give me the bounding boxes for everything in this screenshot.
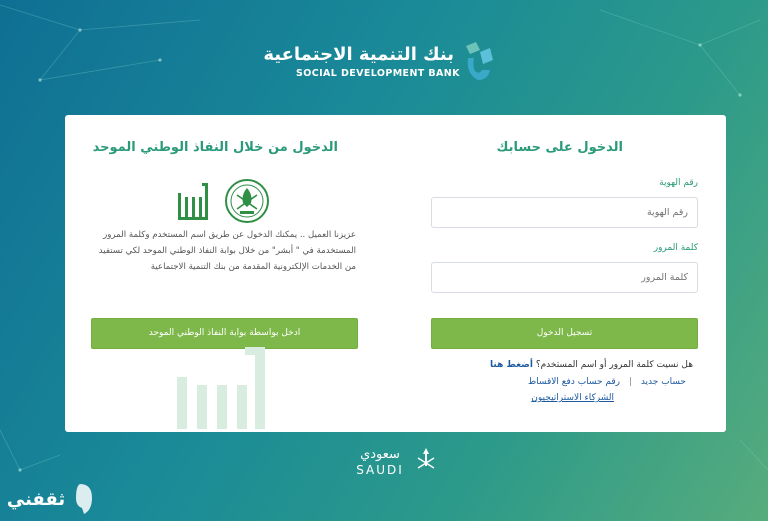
absher-watermark-icon [173,343,269,431]
password-input[interactable] [431,262,698,293]
strategic-partners-link[interactable]: الشركاء الاستراتيجيون [531,393,614,403]
nafath-description: عزيزنا العميل .. يمكنك الدخول عن طريق اسم المستخدم وكلمة المرور المستخدمة في " أبشر" من خلال بوابة النفاذ الوطني الموحد لكي تستفيد من الخدمات الإلكترونية المقدمة من بنك التنمية الاجتماعية [98,230,356,272]
bank-name-arabic: بنك التنمية الاجتماعية [263,44,454,65]
forgot-password-row [490,360,693,370]
id-number-label: رقم الهوية [659,178,698,188]
installment-account-link[interactable]: رقم حساب دفع الاقساط [527,377,621,387]
saudi-emblem-icon [225,179,269,223]
saudi-brand-logo [352,444,438,478]
absher-logo-icon [176,181,210,223]
saudi-brand-arabic: سعودي [360,447,400,462]
new-account-link[interactable]: حساب جديد [640,377,686,387]
login-title: الدخول على حسابك [496,140,623,155]
login-card [65,115,726,432]
forgot-password-text: هل نسيت كلمة المرور أو اسم المستخدم؟ [535,360,693,370]
watermark-logo [0,478,100,518]
bank-logo[interactable] [263,40,494,88]
id-number-input[interactable] [431,197,698,228]
bank-logo-mark-icon [460,40,494,84]
forgot-password-link[interactable]: أضغط هنا [490,360,533,370]
saudi-brand-english: SAUDI [356,463,404,477]
link-separator: | [628,377,632,387]
nafath-login-button[interactable]: ادخل بواسطة بوابة النفاذ الوطني الموحد [91,318,358,349]
bank-name-english: SOCIAL DEVELOPMENT BANK [296,68,460,79]
watermark-text: ثقفني [6,489,66,510]
nafath-login-title: الدخول من خلال النفاذ الوطني الموحد [92,140,338,155]
account-links [528,377,686,387]
login-submit-button[interactable]: تسجيل الدخول [431,318,698,349]
password-label: كلمة المرور [653,243,698,253]
